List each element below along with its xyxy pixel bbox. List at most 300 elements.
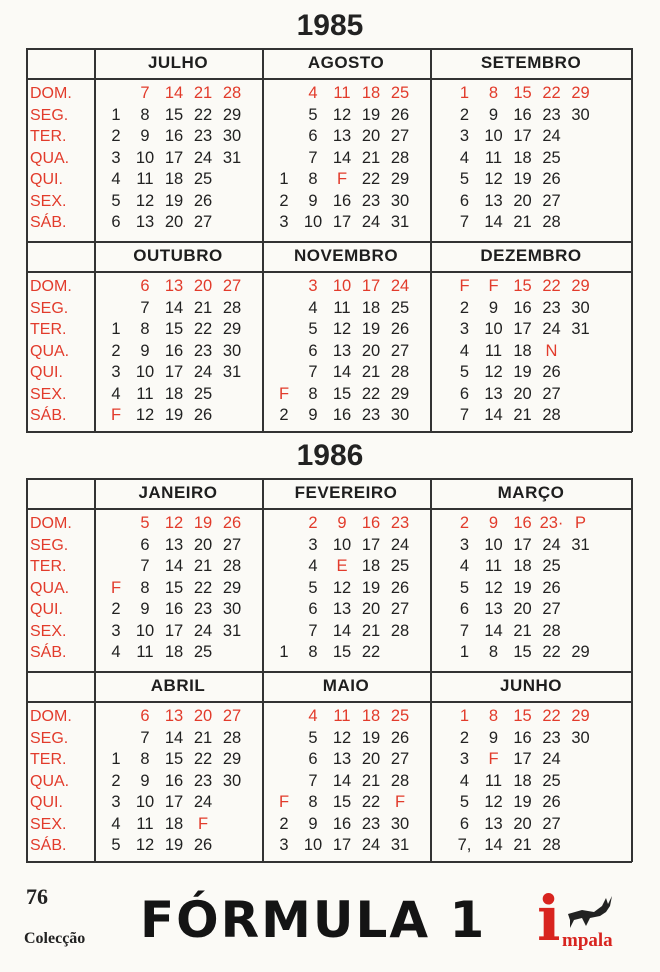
date-cell — [102, 556, 131, 578]
date-cell — [102, 276, 131, 298]
week-row — [102, 276, 247, 298]
day-label: SEX. — [30, 815, 67, 833]
date-cell: 19 — [513, 793, 532, 811]
date-cell: 29 — [571, 84, 590, 102]
date-cell: 19 — [361, 578, 381, 597]
date-cell: 7 — [140, 84, 150, 102]
date-cell: 26 — [193, 836, 213, 854]
date-cell: 6 — [308, 341, 318, 360]
week-row — [450, 341, 595, 363]
date-cell: 17 — [361, 535, 381, 554]
date-cell: 26 — [542, 793, 561, 811]
date-cell: P — [574, 514, 586, 532]
date-cell: 6 — [140, 277, 150, 295]
date-cell: 8 — [308, 643, 318, 661]
date-cell: 11 — [484, 771, 503, 790]
date-cell: 22 — [542, 707, 561, 725]
date-cell: 9 — [308, 406, 318, 424]
date-cell: 10 — [303, 213, 323, 231]
date-cell: 4 — [111, 814, 121, 833]
date-cell — [566, 835, 595, 857]
week-row — [450, 319, 595, 341]
date-cell: 29 — [222, 750, 242, 768]
week-row — [450, 771, 595, 793]
day-labels — [30, 276, 94, 427]
quarter-row — [26, 48, 632, 239]
date-cell: 21 — [361, 771, 381, 790]
date-cell — [566, 621, 595, 643]
week-row — [270, 191, 415, 213]
date-cell: 29 — [571, 277, 590, 295]
date-cell: 28 — [542, 836, 561, 854]
date-cell: 8 — [308, 793, 318, 811]
date-cell: 15 — [513, 277, 532, 295]
date-cell: F — [278, 384, 290, 403]
date-cell: 9 — [140, 341, 150, 360]
week-row — [102, 556, 247, 578]
date-cell: 27 — [222, 535, 242, 554]
week-row — [102, 749, 247, 771]
date-cell: 25 — [193, 643, 213, 661]
week-row — [270, 556, 415, 578]
date-cell: 14 — [332, 771, 352, 790]
week-row — [270, 535, 415, 557]
date-cell: 30 — [222, 771, 242, 790]
date-cell: 23 — [390, 514, 410, 532]
date-cell: 16 — [164, 771, 184, 790]
date-cell: 30 — [571, 105, 590, 124]
week-row — [450, 384, 595, 406]
date-cell: 11 — [333, 298, 351, 317]
date-cell: 8 — [308, 170, 318, 188]
week-row — [270, 212, 415, 234]
date-cell: 27 — [542, 600, 561, 618]
date-cell: 5 — [140, 514, 150, 532]
date-cell: 21 — [513, 621, 532, 640]
date-cell: 9 — [308, 191, 318, 210]
grid-line — [26, 861, 632, 863]
date-cell: 3 — [459, 535, 470, 554]
date-cell: 16 — [513, 105, 532, 124]
date-cell: 18 — [164, 643, 184, 661]
day-label: QUA. — [30, 342, 70, 360]
date-cell: 20 — [193, 707, 213, 725]
week-row — [270, 599, 415, 621]
collection-label: Colecção — [24, 930, 86, 947]
week-row — [450, 535, 595, 557]
date-cell: 2 — [308, 514, 318, 532]
quarter-row — [26, 241, 632, 432]
week-row — [450, 298, 595, 320]
date-cell: 30 — [222, 127, 242, 145]
date-cell: 20 — [193, 277, 213, 295]
grid-line — [26, 701, 632, 703]
week-row — [102, 706, 247, 728]
day-label: TER. — [30, 558, 67, 575]
date-cell — [566, 578, 595, 600]
week-row — [450, 578, 595, 600]
date-cell: 24 — [542, 535, 561, 554]
week-row — [270, 169, 415, 191]
date-cell: 27 — [542, 814, 561, 833]
date-cell: 2 — [459, 105, 470, 124]
date-cell: 4 — [308, 298, 318, 317]
date-cell — [218, 191, 247, 213]
date-cell: F — [278, 793, 290, 811]
date-cell: 21 — [361, 148, 381, 167]
week-row — [102, 341, 247, 363]
date-cell: 26 — [222, 514, 242, 532]
day-label: SÁB. — [30, 214, 67, 231]
date-cell: 3 — [308, 535, 318, 554]
date-cell: 22 — [193, 578, 213, 597]
date-cell: 9 — [140, 771, 150, 790]
week-row — [102, 319, 247, 341]
impala-deer-icon — [560, 892, 630, 932]
week-row — [450, 599, 595, 621]
date-cell: 18 — [361, 557, 381, 575]
week-row — [450, 835, 595, 857]
date-cell — [218, 384, 247, 406]
date-cell: 15 — [513, 707, 532, 725]
date-cell — [270, 105, 299, 127]
day-label: SEG. — [30, 536, 69, 554]
date-cell: 16 — [332, 191, 352, 210]
date-cell: 13 — [332, 127, 352, 145]
date-cell: 13 — [484, 814, 503, 833]
date-cell: 2 — [111, 771, 121, 790]
date-cell: 6 — [308, 750, 318, 768]
date-cell — [218, 405, 247, 427]
week-row — [102, 621, 247, 643]
date-cell: 17 — [513, 535, 532, 554]
date-cell: 1 — [111, 750, 121, 768]
date-cell: 21 — [513, 213, 532, 231]
date-cell: 16 — [164, 341, 184, 360]
date-cell: 26 — [193, 191, 213, 210]
date-cell: 8 — [308, 384, 318, 403]
date-cell: 27 — [390, 127, 410, 145]
date-cell: 10 — [135, 621, 155, 640]
date-cell: 1 — [459, 643, 470, 661]
date-cell: 14 — [164, 84, 184, 102]
date-cell: 21 — [361, 621, 381, 640]
date-cell — [270, 706, 299, 728]
date-cell: 6 — [140, 535, 150, 554]
date-cell: 6 — [459, 814, 470, 833]
date-cell: 11 — [136, 384, 154, 403]
date-cell — [270, 276, 299, 298]
date-cell: 12 — [332, 728, 352, 747]
month-grid — [450, 513, 595, 664]
date-cell: 28 — [222, 728, 242, 747]
date-cell: 9 — [140, 127, 150, 145]
date-cell: 6 — [308, 600, 318, 618]
week-row — [450, 749, 595, 771]
date-cell — [270, 148, 299, 170]
date-cell: 27 — [222, 277, 242, 295]
date-cell: 31 — [390, 213, 410, 231]
date-cell — [270, 599, 299, 621]
date-cell: 16 — [332, 814, 352, 833]
date-cell: 1 — [279, 170, 289, 188]
date-cell: 20 — [513, 191, 532, 210]
day-label: QUI. — [30, 171, 63, 188]
quarter-row — [26, 478, 632, 669]
date-cell: 12 — [484, 578, 503, 597]
date-cell: 17 — [513, 320, 532, 338]
day-label: SEX. — [30, 622, 67, 640]
year-1986-title: 1986 — [296, 439, 364, 472]
date-cell — [566, 169, 595, 191]
date-cell: 13 — [332, 341, 352, 360]
date-cell: 22 — [193, 320, 213, 338]
date-cell — [102, 728, 131, 750]
day-label: DOM. — [30, 708, 72, 725]
date-cell: 30 — [390, 814, 410, 833]
date-cell: 17 — [361, 277, 381, 295]
date-cell — [566, 212, 595, 234]
date-cell: 3 — [279, 836, 289, 854]
date-cell — [566, 384, 595, 406]
date-cell: 9 — [337, 514, 347, 532]
date-cell: 5 — [111, 191, 121, 210]
date-cell: 2 — [279, 814, 289, 833]
date-cell: 18 — [361, 298, 381, 317]
date-cell: 8 — [140, 578, 150, 597]
date-cell: 24 — [193, 793, 213, 811]
day-label: DOM. — [30, 85, 72, 102]
date-cell: 9 — [488, 514, 499, 532]
date-cell: 28 — [390, 363, 410, 381]
week-row — [450, 362, 595, 384]
date-cell: 26 — [390, 105, 410, 124]
date-cell: 14 — [332, 148, 352, 167]
day-label: TER. — [30, 321, 67, 338]
date-cell: 12 — [135, 836, 155, 854]
date-cell: 30 — [222, 600, 242, 618]
week-row — [270, 341, 415, 363]
week-row — [102, 599, 247, 621]
date-cell: 12 — [135, 191, 155, 210]
date-cell: 12 — [332, 320, 352, 338]
date-cell: 3 — [459, 750, 470, 768]
date-cell: 26 — [542, 578, 561, 597]
date-cell — [566, 749, 595, 771]
week-row — [270, 126, 415, 148]
impala-logo-letter: i — [537, 882, 561, 955]
date-cell: F — [110, 578, 122, 597]
date-cell: 30 — [571, 298, 590, 317]
date-cell: 4 — [111, 643, 121, 661]
date-cell: 9 — [488, 728, 499, 747]
week-row — [102, 169, 247, 191]
date-cell: 5 — [308, 320, 318, 338]
month-name: JULHO — [147, 53, 209, 72]
date-cell: 20 — [513, 814, 532, 833]
date-cell: 12 — [332, 105, 352, 124]
date-cell: 2 — [111, 127, 121, 145]
date-cell: 23 — [193, 771, 213, 790]
date-cell: 22 — [361, 384, 381, 403]
date-cell: 28 — [390, 621, 410, 640]
date-cell: 3 — [459, 127, 470, 145]
week-row — [270, 728, 415, 750]
grid-line — [26, 431, 632, 433]
date-cell — [270, 319, 299, 341]
date-cell: 14 — [484, 836, 503, 854]
date-cell: 21 — [513, 836, 532, 854]
date-cell: 13 — [164, 277, 184, 295]
date-cell: 7 — [140, 298, 150, 317]
date-cell: 5 — [459, 363, 470, 381]
date-cell: 6 — [459, 191, 470, 210]
date-cell: 31 — [222, 148, 242, 167]
date-cell: 7, — [457, 836, 472, 854]
week-row — [102, 148, 247, 170]
month-grid — [270, 706, 415, 857]
date-cell: 19 — [513, 363, 532, 381]
grid-line — [26, 241, 28, 432]
date-cell — [270, 362, 299, 384]
date-cell — [102, 83, 131, 105]
date-cell: 31 — [571, 535, 590, 554]
month-grid — [450, 83, 595, 234]
date-cell: 18 — [513, 771, 532, 790]
week-row — [102, 405, 247, 427]
date-cell: 25 — [193, 384, 213, 403]
date-cell: 6 — [308, 127, 318, 145]
date-cell: 17 — [513, 127, 532, 145]
date-cell: 15 — [332, 793, 352, 811]
date-cell: 3 — [111, 621, 121, 640]
date-cell: 1 — [459, 84, 470, 102]
date-cell: 22 — [361, 793, 381, 811]
date-cell: 11 — [136, 170, 154, 188]
date-cell: 19 — [361, 105, 381, 124]
date-cell — [102, 535, 131, 557]
date-cell: 4 — [308, 557, 318, 575]
date-cell: 24 — [193, 148, 213, 167]
date-cell: 10 — [484, 127, 503, 145]
date-cell: 2 — [459, 514, 470, 532]
day-label: SÁB. — [30, 407, 67, 424]
date-cell: 10 — [135, 148, 155, 167]
date-cell: 13 — [332, 600, 352, 618]
week-row — [450, 513, 595, 535]
date-cell: 7 — [308, 771, 318, 790]
grid-line — [26, 48, 28, 241]
date-cell: 7 — [459, 213, 470, 231]
date-cell: 11 — [484, 148, 503, 167]
date-cell: 24 — [542, 127, 561, 145]
date-cell: 17 — [164, 793, 184, 811]
week-row — [270, 362, 415, 384]
date-cell: 14 — [164, 298, 184, 317]
date-cell — [218, 792, 247, 814]
date-cell: 9 — [308, 814, 318, 833]
date-cell: 24 — [390, 535, 410, 554]
date-cell: 2 — [111, 600, 121, 618]
date-cell: 10 — [484, 535, 503, 554]
date-cell: 25 — [542, 148, 561, 167]
date-cell: 20 — [361, 341, 381, 360]
month-name: ABRIL — [150, 676, 206, 695]
week-row — [450, 105, 595, 127]
month-name: MARÇO — [497, 483, 565, 502]
week-row — [270, 621, 415, 643]
date-cell: 20 — [361, 127, 381, 145]
date-cell: 15 — [164, 578, 184, 597]
week-row — [102, 513, 247, 535]
date-cell: 10 — [484, 320, 503, 338]
date-cell: 24 — [361, 213, 381, 231]
date-cell: 22 — [361, 170, 381, 188]
week-row — [102, 814, 247, 836]
card-number: 76 — [26, 884, 48, 909]
date-cell: 29 — [571, 643, 590, 661]
date-cell: 19 — [361, 320, 381, 338]
week-row — [102, 771, 247, 793]
date-cell: 13 — [332, 750, 352, 768]
date-cell: N — [545, 341, 558, 360]
date-cell: 4 — [308, 84, 318, 102]
date-cell: 12 — [164, 514, 184, 532]
date-cell: 15 — [164, 105, 184, 124]
date-cell: 11 — [136, 814, 154, 833]
date-cell: 3 — [308, 277, 318, 295]
date-cell: 17 — [164, 148, 184, 167]
week-row — [270, 578, 415, 600]
date-cell — [102, 298, 131, 320]
week-row — [450, 792, 595, 814]
week-row — [270, 771, 415, 793]
date-cell: 21 — [193, 84, 213, 102]
week-row — [450, 169, 595, 191]
day-label: QUA. — [30, 149, 70, 167]
date-cell: 21 — [193, 557, 213, 575]
month-name: JANEIRO — [138, 483, 218, 502]
month-name: OUTUBRO — [133, 246, 223, 265]
date-cell: 25 — [542, 771, 561, 790]
date-cell: 23 — [361, 814, 381, 833]
date-cell: 29 — [222, 320, 242, 338]
date-cell — [218, 814, 247, 836]
date-cell — [270, 341, 299, 363]
week-row — [450, 728, 595, 750]
date-cell: 19 — [513, 170, 532, 188]
week-row — [270, 513, 415, 535]
month-name: DEZEMBRO — [480, 246, 582, 265]
date-cell: 7 — [459, 621, 470, 640]
date-cell — [218, 212, 247, 234]
date-cell: 11 — [333, 84, 351, 102]
date-cell: F — [488, 277, 499, 295]
date-cell: 4 — [459, 771, 470, 790]
date-cell: 11 — [333, 707, 351, 725]
date-cell: 16 — [513, 298, 532, 317]
date-cell: 23 — [193, 341, 213, 360]
date-cell: 13 — [164, 707, 184, 725]
date-cell: 5 — [459, 578, 470, 597]
date-cell: 28 — [542, 621, 561, 640]
week-row — [270, 792, 415, 814]
quarter-row — [26, 671, 632, 862]
date-cell — [102, 706, 131, 728]
week-row — [102, 384, 247, 406]
date-cell: 24 — [542, 320, 561, 338]
day-label: QUI. — [30, 364, 63, 381]
